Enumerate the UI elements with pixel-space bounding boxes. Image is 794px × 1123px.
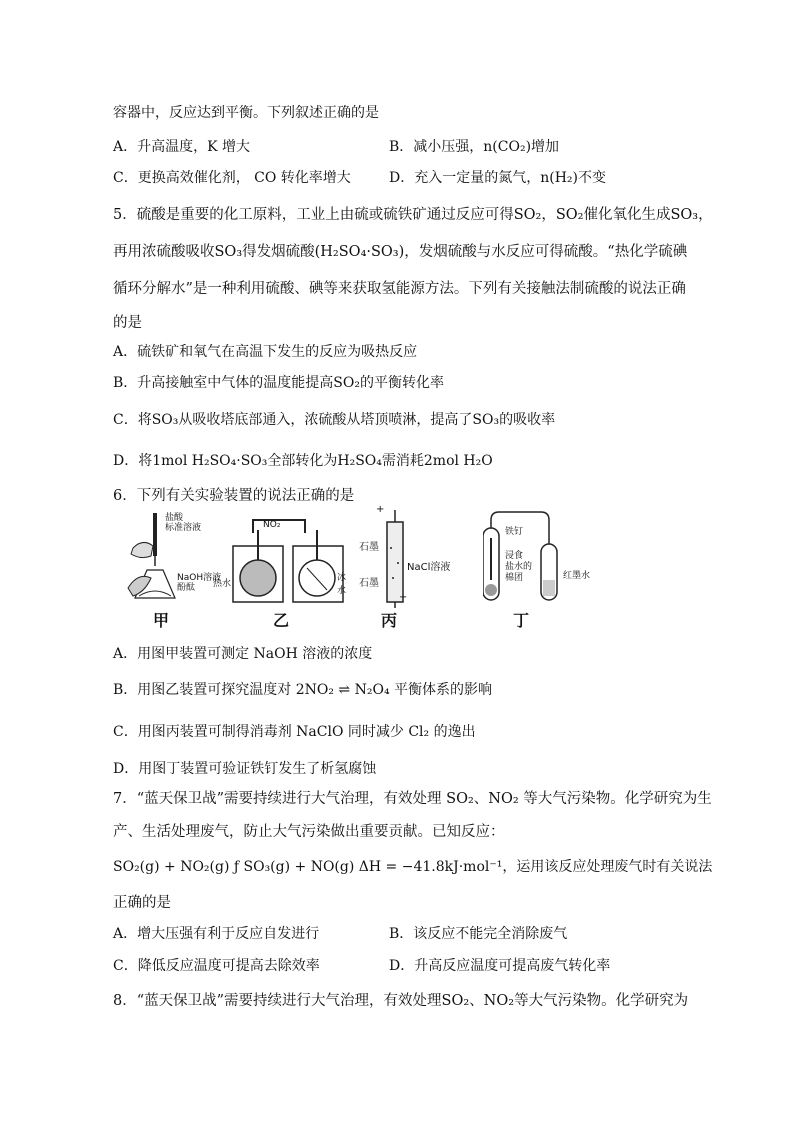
- q5-line-2: 再用浓硫酸吸收SO₃得发烟硫酸(H₂SO₄·SO₃)，发烟硫酸与水反应可得硫酸。“热化学硫碘: [113, 244, 688, 260]
- q4-option-d: D．充入一定量的氮气，n(H₂)不变: [389, 170, 606, 186]
- fig-bing-e2: 石墨: [359, 578, 379, 589]
- fig-jia-text-2: 标准溶液: [165, 523, 202, 533]
- q6-option-d: D．用图丁装置可验证铁钉发生了析氢腐蚀: [113, 761, 377, 777]
- figure-yi: [213, 508, 353, 633]
- no2-flask-apparatus: [213, 508, 353, 608]
- fig-bing-minus: −: [399, 592, 408, 603]
- q7-equation: SO₂(g) + NO₂(g) ƒ SO₃(g) + NO(g) ΔH = −41.8kJ·mol⁻¹，运用该反应处理废气时有关说法: [113, 859, 713, 875]
- corrosion-apparatus: [483, 508, 623, 608]
- fig-ding-s2: 盐水的: [505, 562, 533, 572]
- fig-yi-right: 冰水: [337, 573, 347, 596]
- q5-option-a: A．硫铁矿和氧气在高温下发生的反应为吸热反应: [113, 344, 418, 360]
- fig-jia-text-1: 盐酸: [165, 513, 184, 523]
- line-l1: 容器中，反应达到平衡。下列叙述正确的是: [113, 105, 379, 121]
- q7-line-2: 产、生活处理废气，防止大气污染做出重要贡献。已知反应：: [113, 824, 505, 840]
- fig-jia-text-3: NaOH溶液: [177, 573, 222, 583]
- q4-option-a: A．升高温度，K 增大: [113, 139, 251, 155]
- experiment-figures: [113, 504, 713, 633]
- fig-bing-plus: +: [376, 504, 385, 515]
- q6-option-c: C．用图丙装置可制得消毒剂 NaClO 同时减少 Cl₂ 的逸出: [113, 724, 476, 740]
- fig-yi-label: 乙: [273, 611, 290, 630]
- fig-ding-ink: 红墨水: [563, 571, 591, 581]
- fig-bing-e1: 石墨: [359, 542, 379, 553]
- fig-bing-label: 丙: [381, 611, 398, 630]
- figure-jia: [123, 508, 223, 633]
- q5-line-3: 循环分解水”是一种利用硫酸、碘等来获取氢能源方法。下列有关接触法制硫酸的说法正确: [113, 281, 686, 297]
- fig-bing-sol: NaCl溶液: [407, 562, 451, 573]
- fig-ding-nail: 铁钉: [505, 527, 524, 537]
- fig-yi-left: 热水: [213, 579, 232, 589]
- q6-option-b: B．用图乙装置可探究温度对 2NO₂ ⇌ N₂O₄ 平衡体系的影响: [113, 682, 493, 698]
- figure-bing: [353, 504, 483, 633]
- q6-option-a: A．用图甲装置可测定 NaOH 溶液的浓度: [113, 646, 373, 662]
- q5-option-d: D．将1mol H₂SO₄·SO₃全部转化为H₂SO₄需消耗2mol H₂O: [113, 453, 493, 469]
- q4-option-b: B．减小压强，n(CO₂)增加: [389, 139, 560, 155]
- q7-option-c: C．降低反应温度可提高去除效率: [113, 958, 320, 974]
- q5-line-4: 的是: [113, 315, 142, 331]
- q4-option-c: C．更换高效催化剂， CO 转化率增大: [113, 170, 351, 186]
- q5-line-1: 5．硫酸是重要的化工原料，工业上由硫或硫铁矿通过反应可得SO₂，SO₂催化氧化生成SO₃，: [113, 207, 713, 223]
- fig-jia-text-4: 酚酞: [177, 583, 196, 593]
- q5-option-c: C．将SO₃从吸收塔底部通入，浓硫酸从塔顶喷淋，提高了SO₃的吸收率: [113, 412, 556, 428]
- q7-line-3: 正确的是: [113, 895, 171, 911]
- q7-option-b: B．该反应不能完全消除废气: [389, 926, 568, 942]
- q8-line-1: 8．“蓝天保卫战”需要持续进行大气治理，有效处理SO₂、NO₂等大气污染物。化学研究为: [113, 993, 689, 1009]
- fig-ding-s3: 棉团: [505, 573, 524, 583]
- q7-option-a: A．增大压强有利于反应自发进行: [113, 926, 320, 942]
- q6-stem: 6．下列有关实验装置的说法正确的是: [113, 488, 355, 504]
- figure-ding: [483, 508, 623, 633]
- fig-yi-gas: NO₂: [263, 520, 281, 530]
- q7-line-1: 7．“蓝天保卫战”需要持续进行大气治理，有效处理 SO₂、NO₂ 等大气污染物。化学研究为生: [113, 791, 712, 807]
- fig-ding-s1: 浸食: [505, 551, 524, 561]
- q7-option-d: D．升高反应温度可提高废气转化率: [389, 958, 611, 974]
- q5-option-b: B．升高接触室中气体的温度能提高SO₂的平衡转化率: [113, 375, 444, 391]
- fig-jia-label: 甲: [153, 611, 170, 630]
- fig-ding-label: 丁: [513, 611, 530, 630]
